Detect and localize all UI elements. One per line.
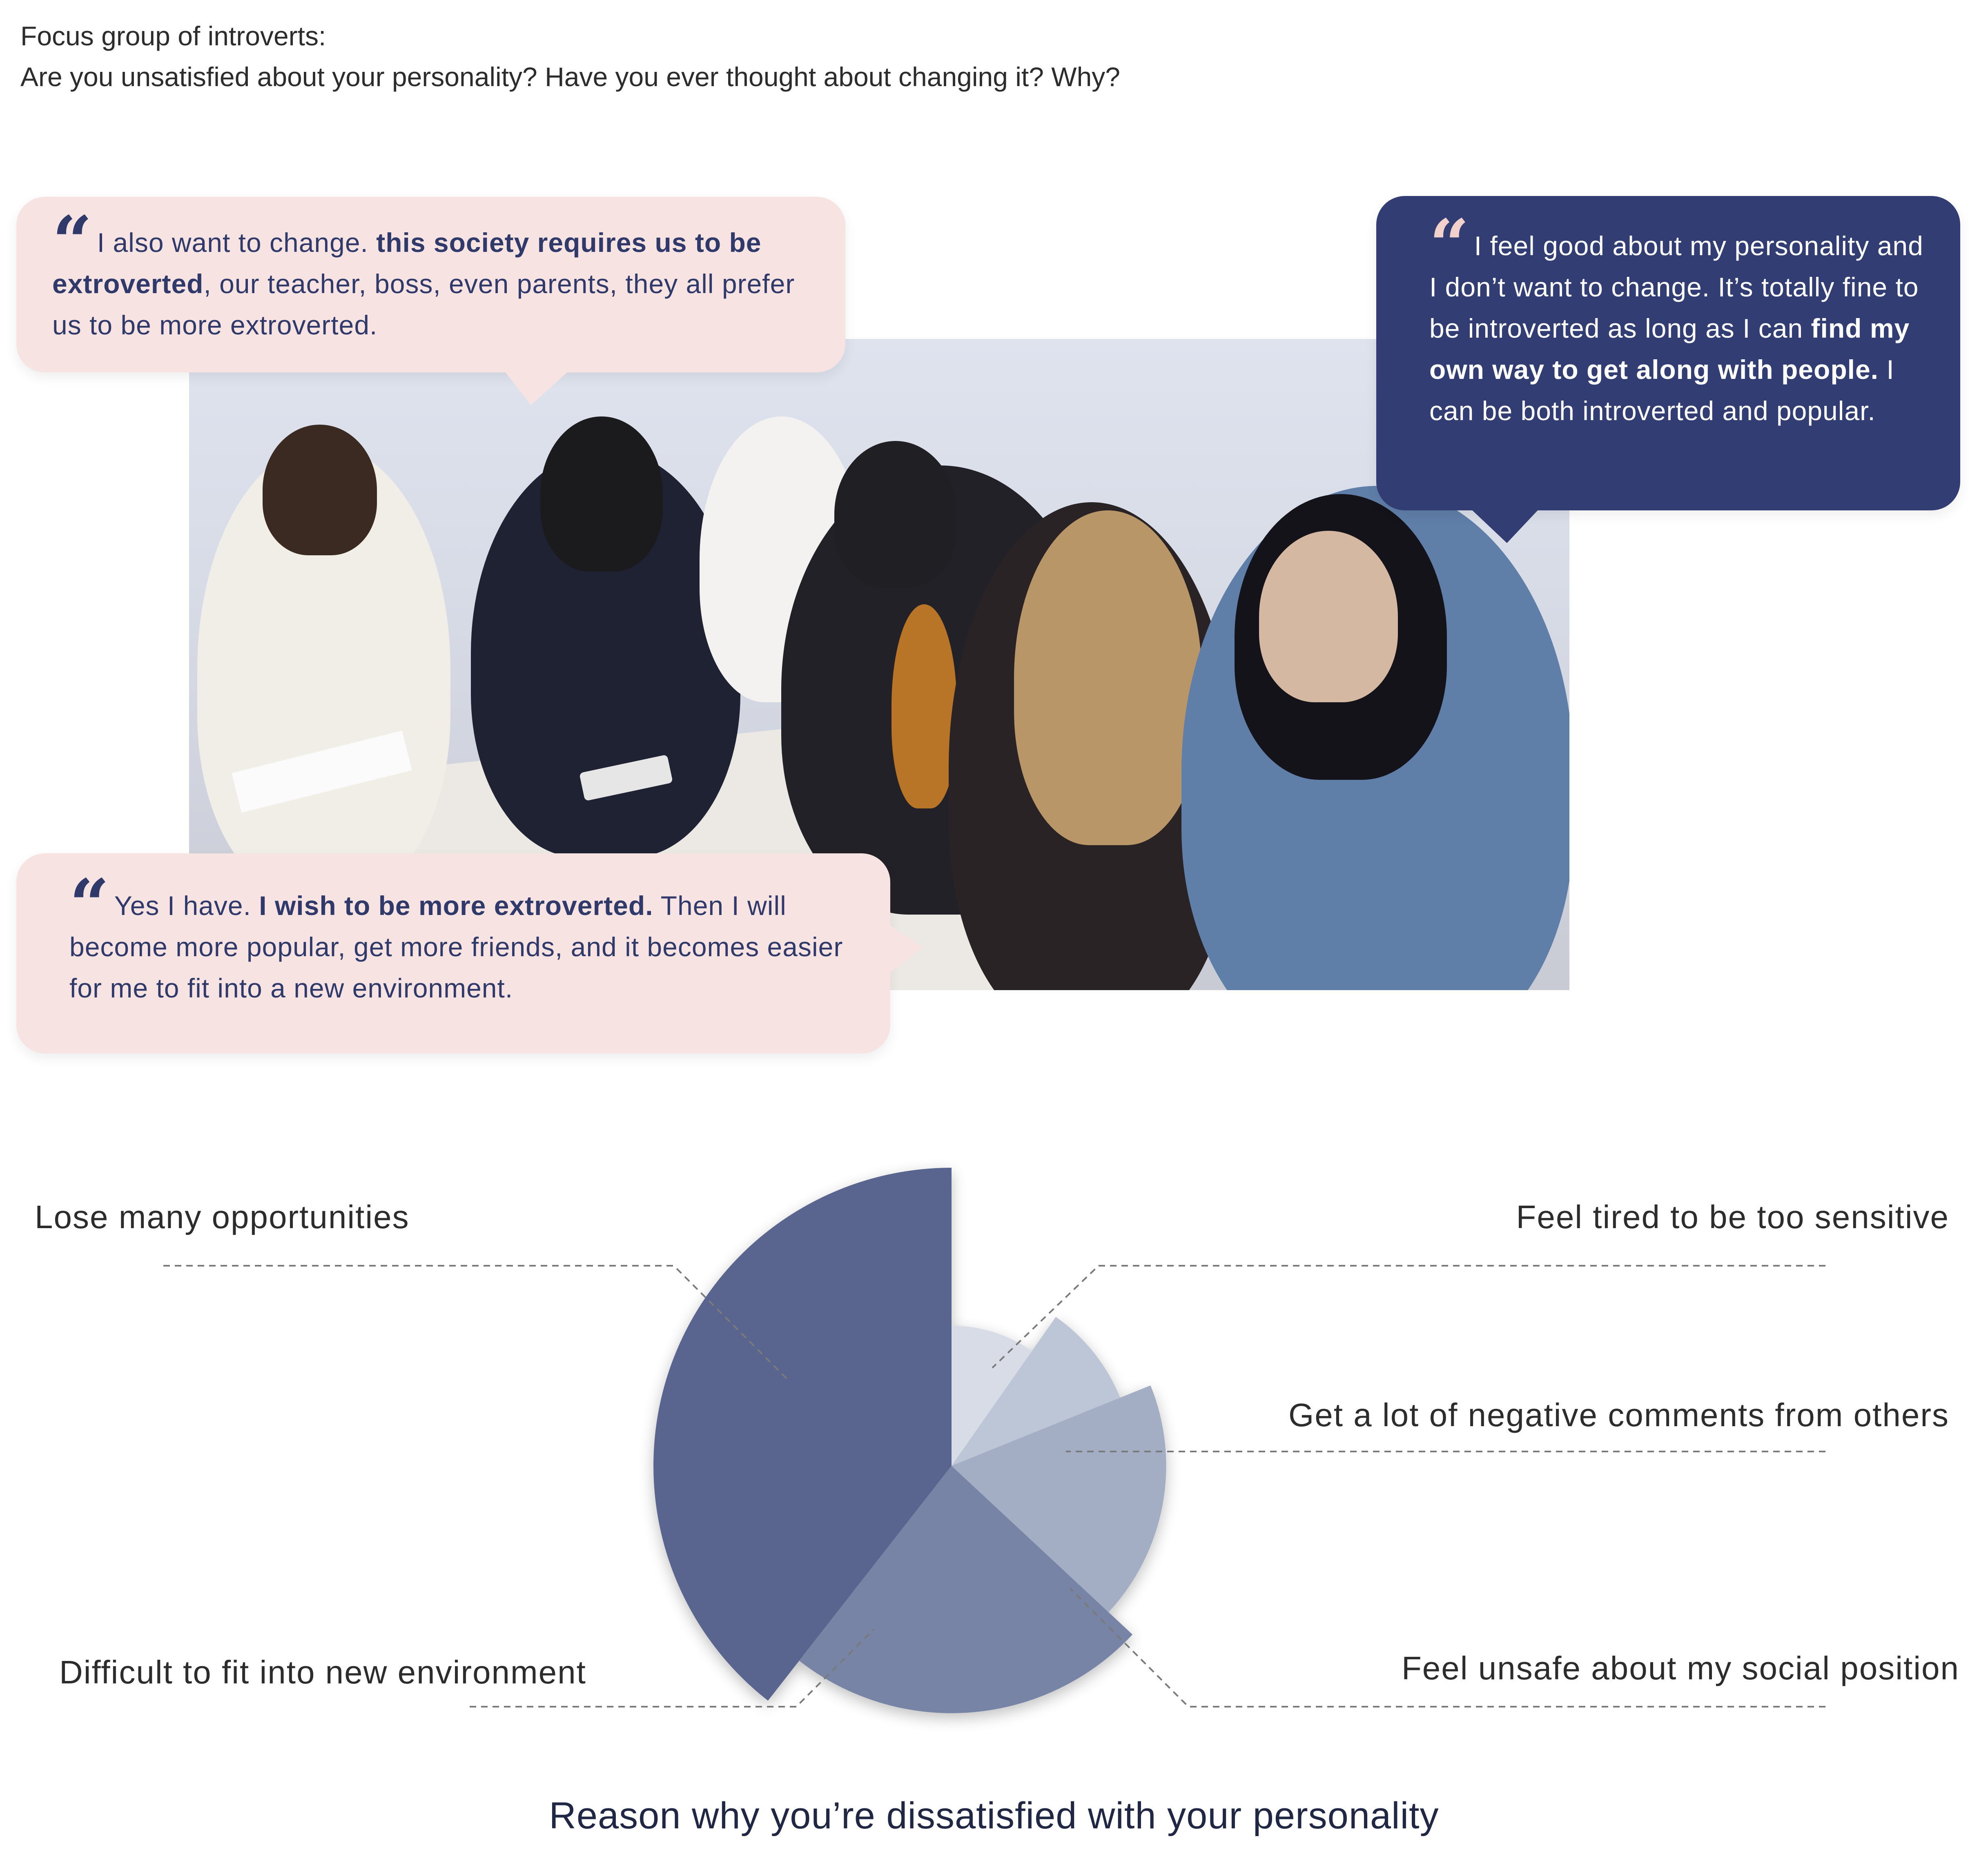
quote-text: I feel good about my personality and I don’t want to change. It’s totally fine to be introverted as long as I can	[1429, 231, 1923, 343]
quote-text: Then I will become more popular, get more friends, and it becomes easier for me to fit into a new environment.	[69, 890, 843, 1003]
quote-text: I also want to change.	[97, 227, 377, 258]
chart-label-negative-comments: Get a lot of negative comments from others	[1288, 1397, 1949, 1433]
header-title: Focus group of introverts:	[20, 21, 326, 51]
quote-emphasis: this society requires us to be extroverted	[52, 227, 762, 299]
participant-figure	[263, 425, 377, 555]
quote-text: I can be both introverted and popular.	[1429, 354, 1894, 426]
chart-label-feel-tired: Feel tired to be too sensitive	[1516, 1199, 1949, 1235]
quote-bubble-feel-good	[1376, 196, 1960, 510]
header-question: Are you unsatisfied about your personality? Have you ever thought about changing it? Why?	[20, 62, 1121, 92]
participant-figure	[540, 416, 663, 572]
chart-label-difficult-fit: Difficult to fit into new environment	[59, 1654, 586, 1690]
leader-line	[1070, 1588, 1825, 1707]
quote-bubble-wish	[16, 853, 890, 1053]
participant-figure	[834, 441, 957, 588]
quote-text: Yes I have.	[114, 890, 259, 921]
chart-label-lose-opportunities: Lose many opportunities	[35, 1199, 410, 1235]
participant-figure	[1259, 531, 1398, 702]
quote-emphasis: find my own way to get along with people.	[1429, 313, 1910, 385]
quote-mark-icon: “	[1429, 204, 1465, 286]
bubble-tail	[502, 368, 572, 405]
quote-mark-icon: “	[52, 201, 88, 283]
chart-label-feel-unsafe: Feel unsafe about my social position	[1401, 1650, 1959, 1686]
chart-title: Reason why you’re dissatisfied with your personality	[549, 1795, 1439, 1837]
bubble-tail	[886, 923, 923, 976]
quote-bubble-society	[16, 197, 845, 372]
bubble-tail	[1470, 508, 1540, 543]
quote-text: , our teacher, boss, even parents, they all prefer us to be more extroverted.	[52, 269, 795, 340]
header	[20, 16, 1120, 97]
participant-figure	[891, 604, 957, 808]
quote-mark-icon: “	[69, 864, 105, 946]
quote-emphasis: I wish to be more extroverted.	[259, 890, 653, 921]
leader-line	[992, 1266, 1825, 1368]
chart-slices	[653, 1168, 1166, 1713]
participant-figure	[1014, 510, 1202, 845]
